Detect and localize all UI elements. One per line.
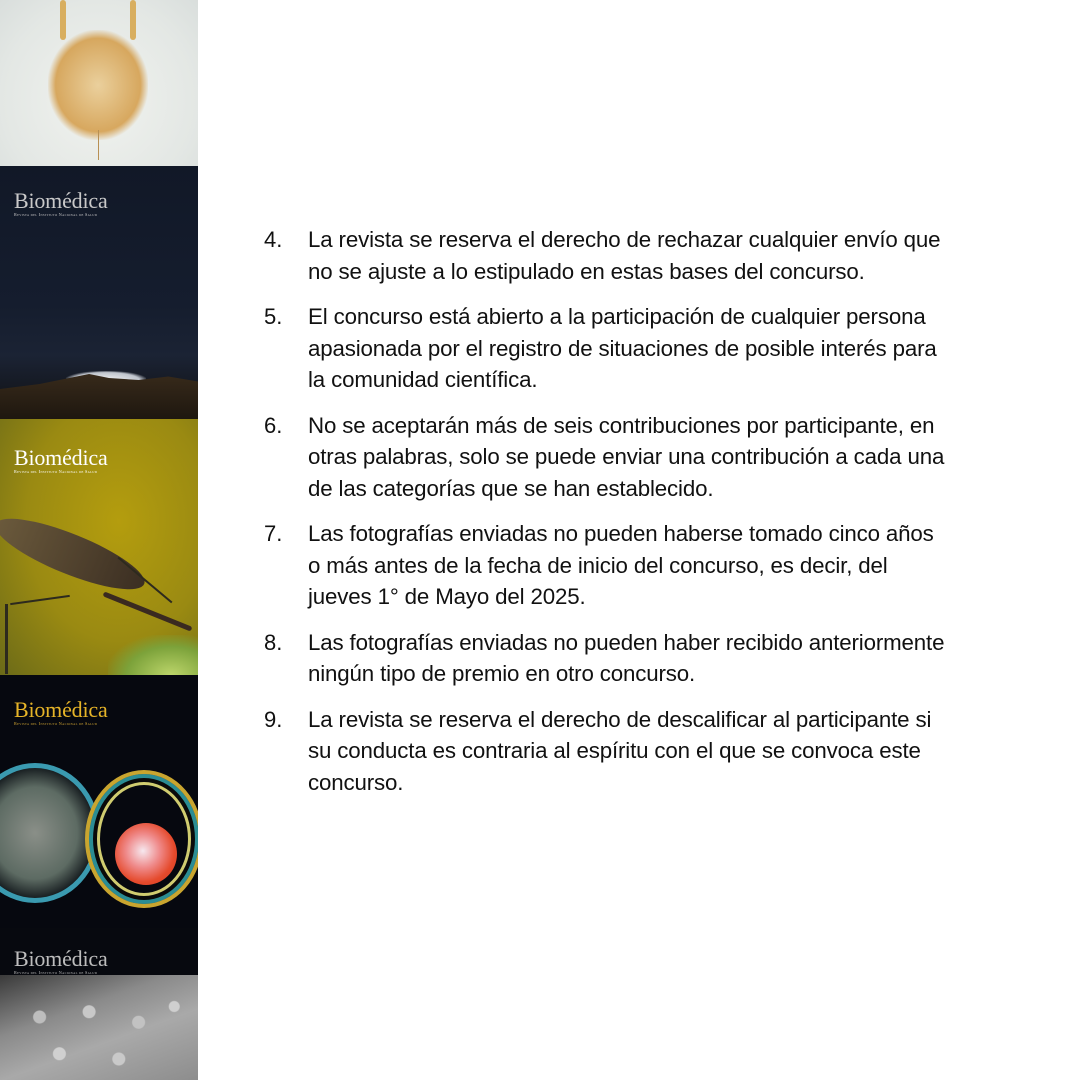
cover-microscopy-specimen: [0, 0, 198, 166]
cover-sem: [0, 928, 198, 1080]
cover-strip: [0, 0, 198, 1080]
rule-item: [264, 704, 964, 799]
rule-number: 5.: [264, 304, 283, 329]
specimen-image: [48, 30, 148, 140]
rule-text: El concurso está abierto a la participación de cualquier persona apasionada por el registro de situaciones de posible interés para la comunidad científica.: [308, 304, 937, 392]
journal-subtitle: Revista del Instituto Nacional de Salud: [14, 721, 98, 726]
specimen-appendage: [60, 0, 66, 40]
rule-item: [264, 627, 964, 690]
contest-rules-list: [264, 224, 964, 812]
masthead: [14, 944, 108, 975]
rule-item: [264, 224, 964, 287]
masthead: [14, 695, 108, 726]
specimen-appendage: [130, 0, 136, 40]
journal-subtitle: Revista del Instituto Nacional de Salud: [14, 970, 98, 975]
eye-lens: [115, 823, 177, 885]
cover-mosquito: [0, 419, 198, 675]
masthead: [14, 186, 108, 217]
rule-text: No se aceptarán más de seis contribuciones por participante, en otras palabras, solo se puede enviar una contribución a cada una de las categorías que se han establecido.: [308, 412, 945, 501]
journal-subtitle: Revista del Instituto Nacional de Salud: [14, 212, 98, 217]
rule-text: Las fotografías enviadas no pueden haber recibido anteriormente ningún tipo de premio en otro concurso.: [308, 629, 945, 686]
rule-text: Las fotografías enviadas no pueden haberse tomado cinco años o más antes de la fecha de inicio del concurso, es decir, del jueves 1° de Mayo del 2025.: [308, 521, 934, 609]
rule-number: 4.: [264, 227, 283, 252]
mosquito-leg: [10, 595, 70, 605]
mosquito-leg: [5, 604, 8, 674]
cover-histology: [0, 675, 198, 928]
mosquito-proboscis: [103, 591, 193, 631]
rule-number: 7.: [264, 521, 283, 546]
rule-text: La revista se reserva el derecho de descalificar al participante si su conducta es contraria al espíritu con el que se convoca este concurso.: [308, 706, 932, 795]
mosquito-body: [0, 505, 152, 602]
journal-title: Biomédica: [14, 697, 108, 722]
rule-text: La revista se reserva el derecho de rechazar cualquier envío que no se ajuste a lo estipulado en estas bases del concurso.: [308, 227, 941, 284]
grass: [108, 635, 198, 675]
journal-title: Biomédica: [14, 188, 108, 213]
sem-micrograph: [0, 975, 198, 1080]
rule-number: 8.: [264, 629, 283, 655]
journal-subtitle: Revista del Instituto Nacional de Salud: [14, 469, 98, 474]
journal-title: Biomédica: [14, 445, 108, 470]
cover-night-sky: [0, 166, 198, 419]
rule-number: 6.: [264, 412, 283, 438]
rule-item: [264, 301, 964, 396]
rule-item: [264, 410, 964, 505]
masthead: [14, 443, 108, 474]
specimen-stem: [98, 130, 99, 160]
rule-number: 9.: [264, 706, 283, 732]
journal-title: Biomédica: [14, 946, 108, 971]
rule-item: [264, 518, 964, 613]
mountain-silhouette: [0, 369, 198, 419]
